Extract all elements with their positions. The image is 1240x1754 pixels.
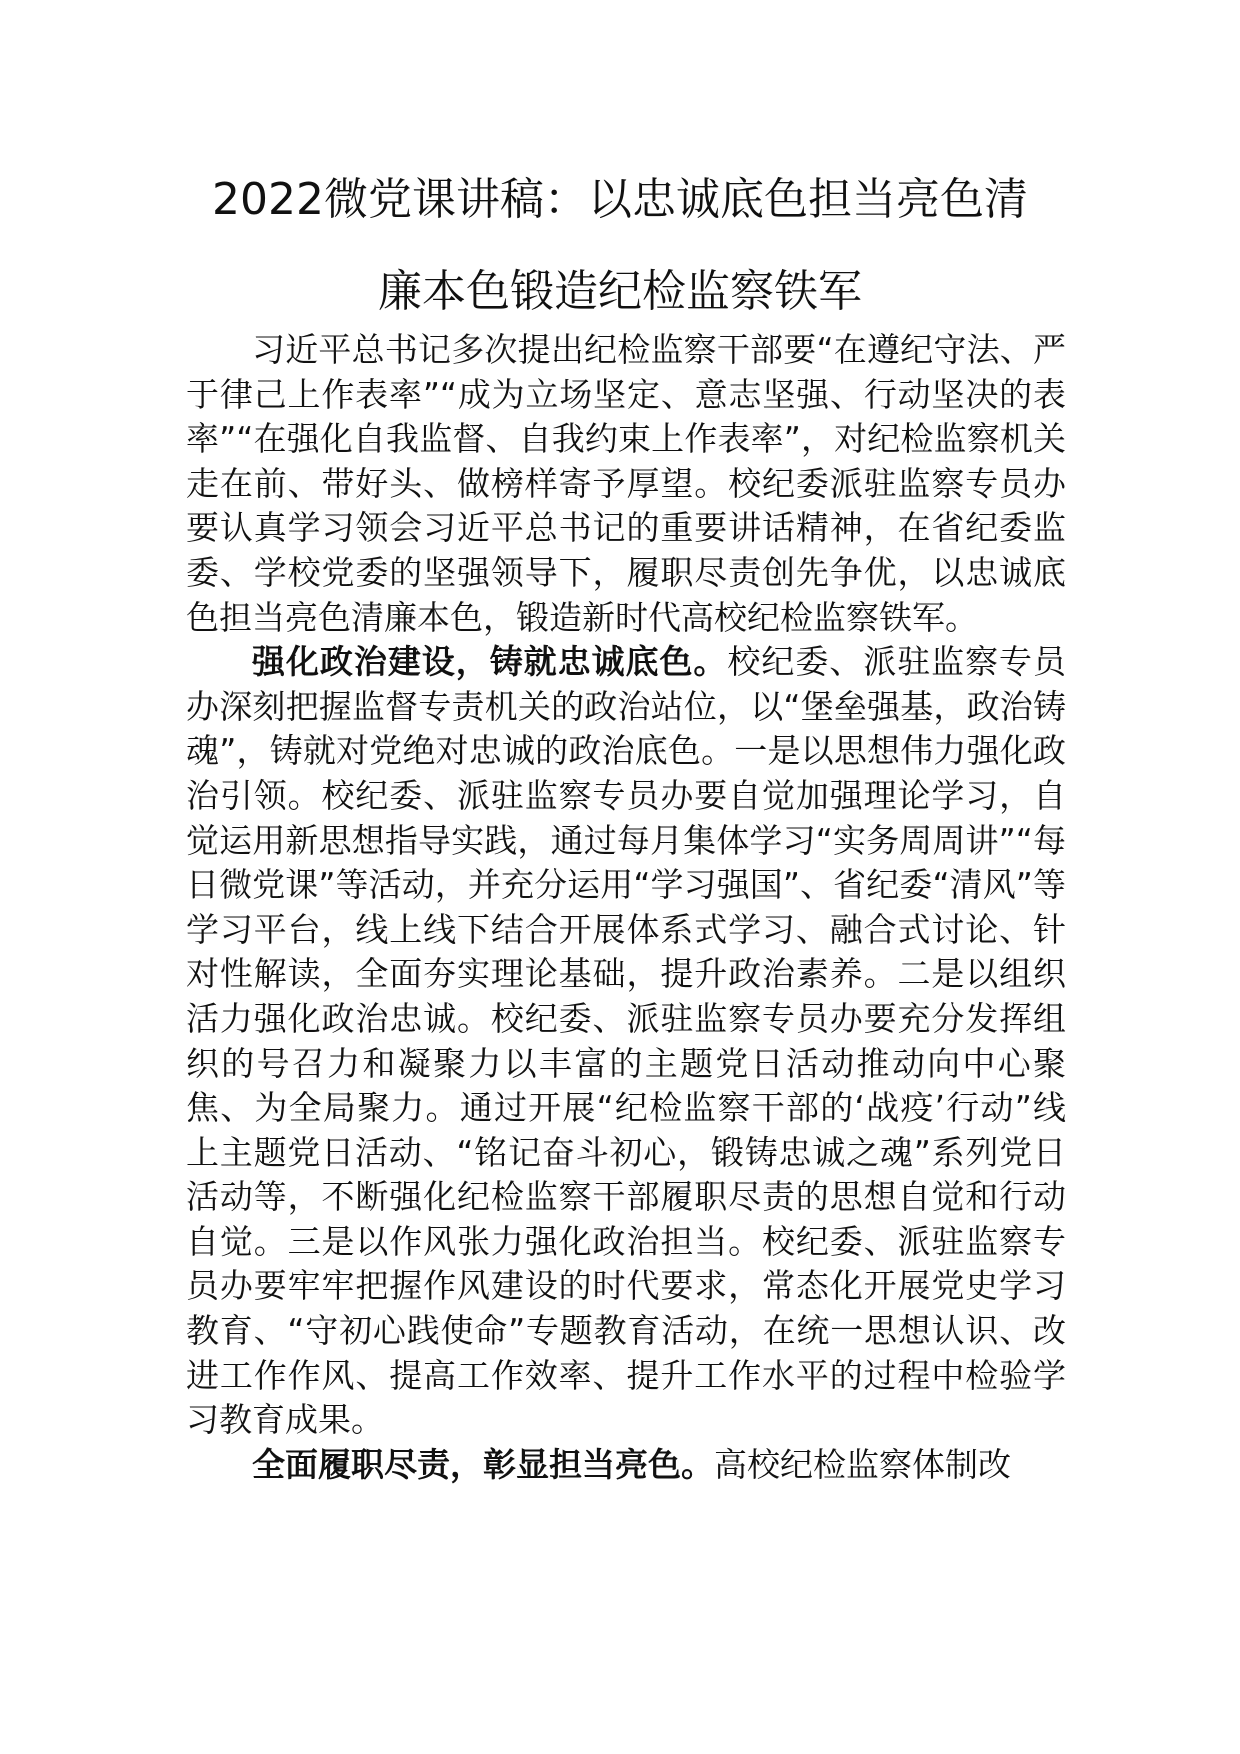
paragraph-text: 校纪委、派驻监察专员办深刻把握监督专责机关的政治站位，以“堡垒强基，政治铸魂”，铸就对党绝对忠诚的政治底色。一是以思想伟力强化政治引领。校纪委、派驻监察专员办要自觉加强理论学习，自觉运用新思想指导实践，通过每月集体学习“实务周周讲”“每日微党课”等活动，并充分运用“学习强国”、省纪委“清风”等学习平台，线上线下结合开展体系式学习、融合式讨论、针对性解读，全面夯实理论基础，提升政治素养。二是以组织活力强化政治忠诚。校纪委、派驻监察专员办要充分发挥组织的号召力和凝聚力以丰富的主题党日活动推动向中心聚焦、为全局聚力。通过开展“纪检监察干部的‘战疫’行动”线上主题党日活动、“铭记奋斗初心，锻铸忠诚之魂”系列党日活动等，不断强化纪检监察干部履职尽责的思想自觉和行动自觉。三是以作风张力强化政治担当。校纪委、派驻监察专员办要牢牢把握作风建设的时代要求，常态化开展党史学习教育、“守初心践使命”专题教育活动，在统一思想认识、改进工作作风、提高工作效率、提升工作水平的过程中检验学习教育成果。 (186, 642, 1067, 1440)
paragraph-text: 习近平总书记多次提出纪检监察干部要“在遵纪守法、严于律己上作表率”“成为立场坚定、意志坚强、行动坚决的表率”“在强化自我监督、自我约束上作表率”，对纪检监察机关走在前、带好头、做榜样寄予厚望。校纪委派驻监察专员办要认真学习领会习近平总书记的重要讲话精神，在省纪委监委、学校党委的坚强领导下，履职尽责创先争优，以忠诚底色担当亮色清廉本色，锻造新时代高校纪检监察铁军。 (186, 330, 1066, 637)
paragraph-political-building (186, 640, 1066, 1443)
paragraph-intro (186, 328, 1066, 640)
paragraph-heading: 全面履职尽责，彰显担当亮色。 (252, 1444, 714, 1484)
document-title-line-2: 廉本色锻造纪检监察铁军 (378, 266, 862, 317)
paragraph-text: 高校纪检监察体制改 (714, 1444, 1011, 1484)
document-body (186, 328, 1066, 1487)
document-title-line-1: 2022微党课讲稿：以忠诚底色担当亮色清 (212, 174, 1028, 225)
paragraph-heading: 强化政治建设，铸就忠诚底色。 (252, 642, 728, 682)
paragraph-duty (186, 1443, 1066, 1488)
